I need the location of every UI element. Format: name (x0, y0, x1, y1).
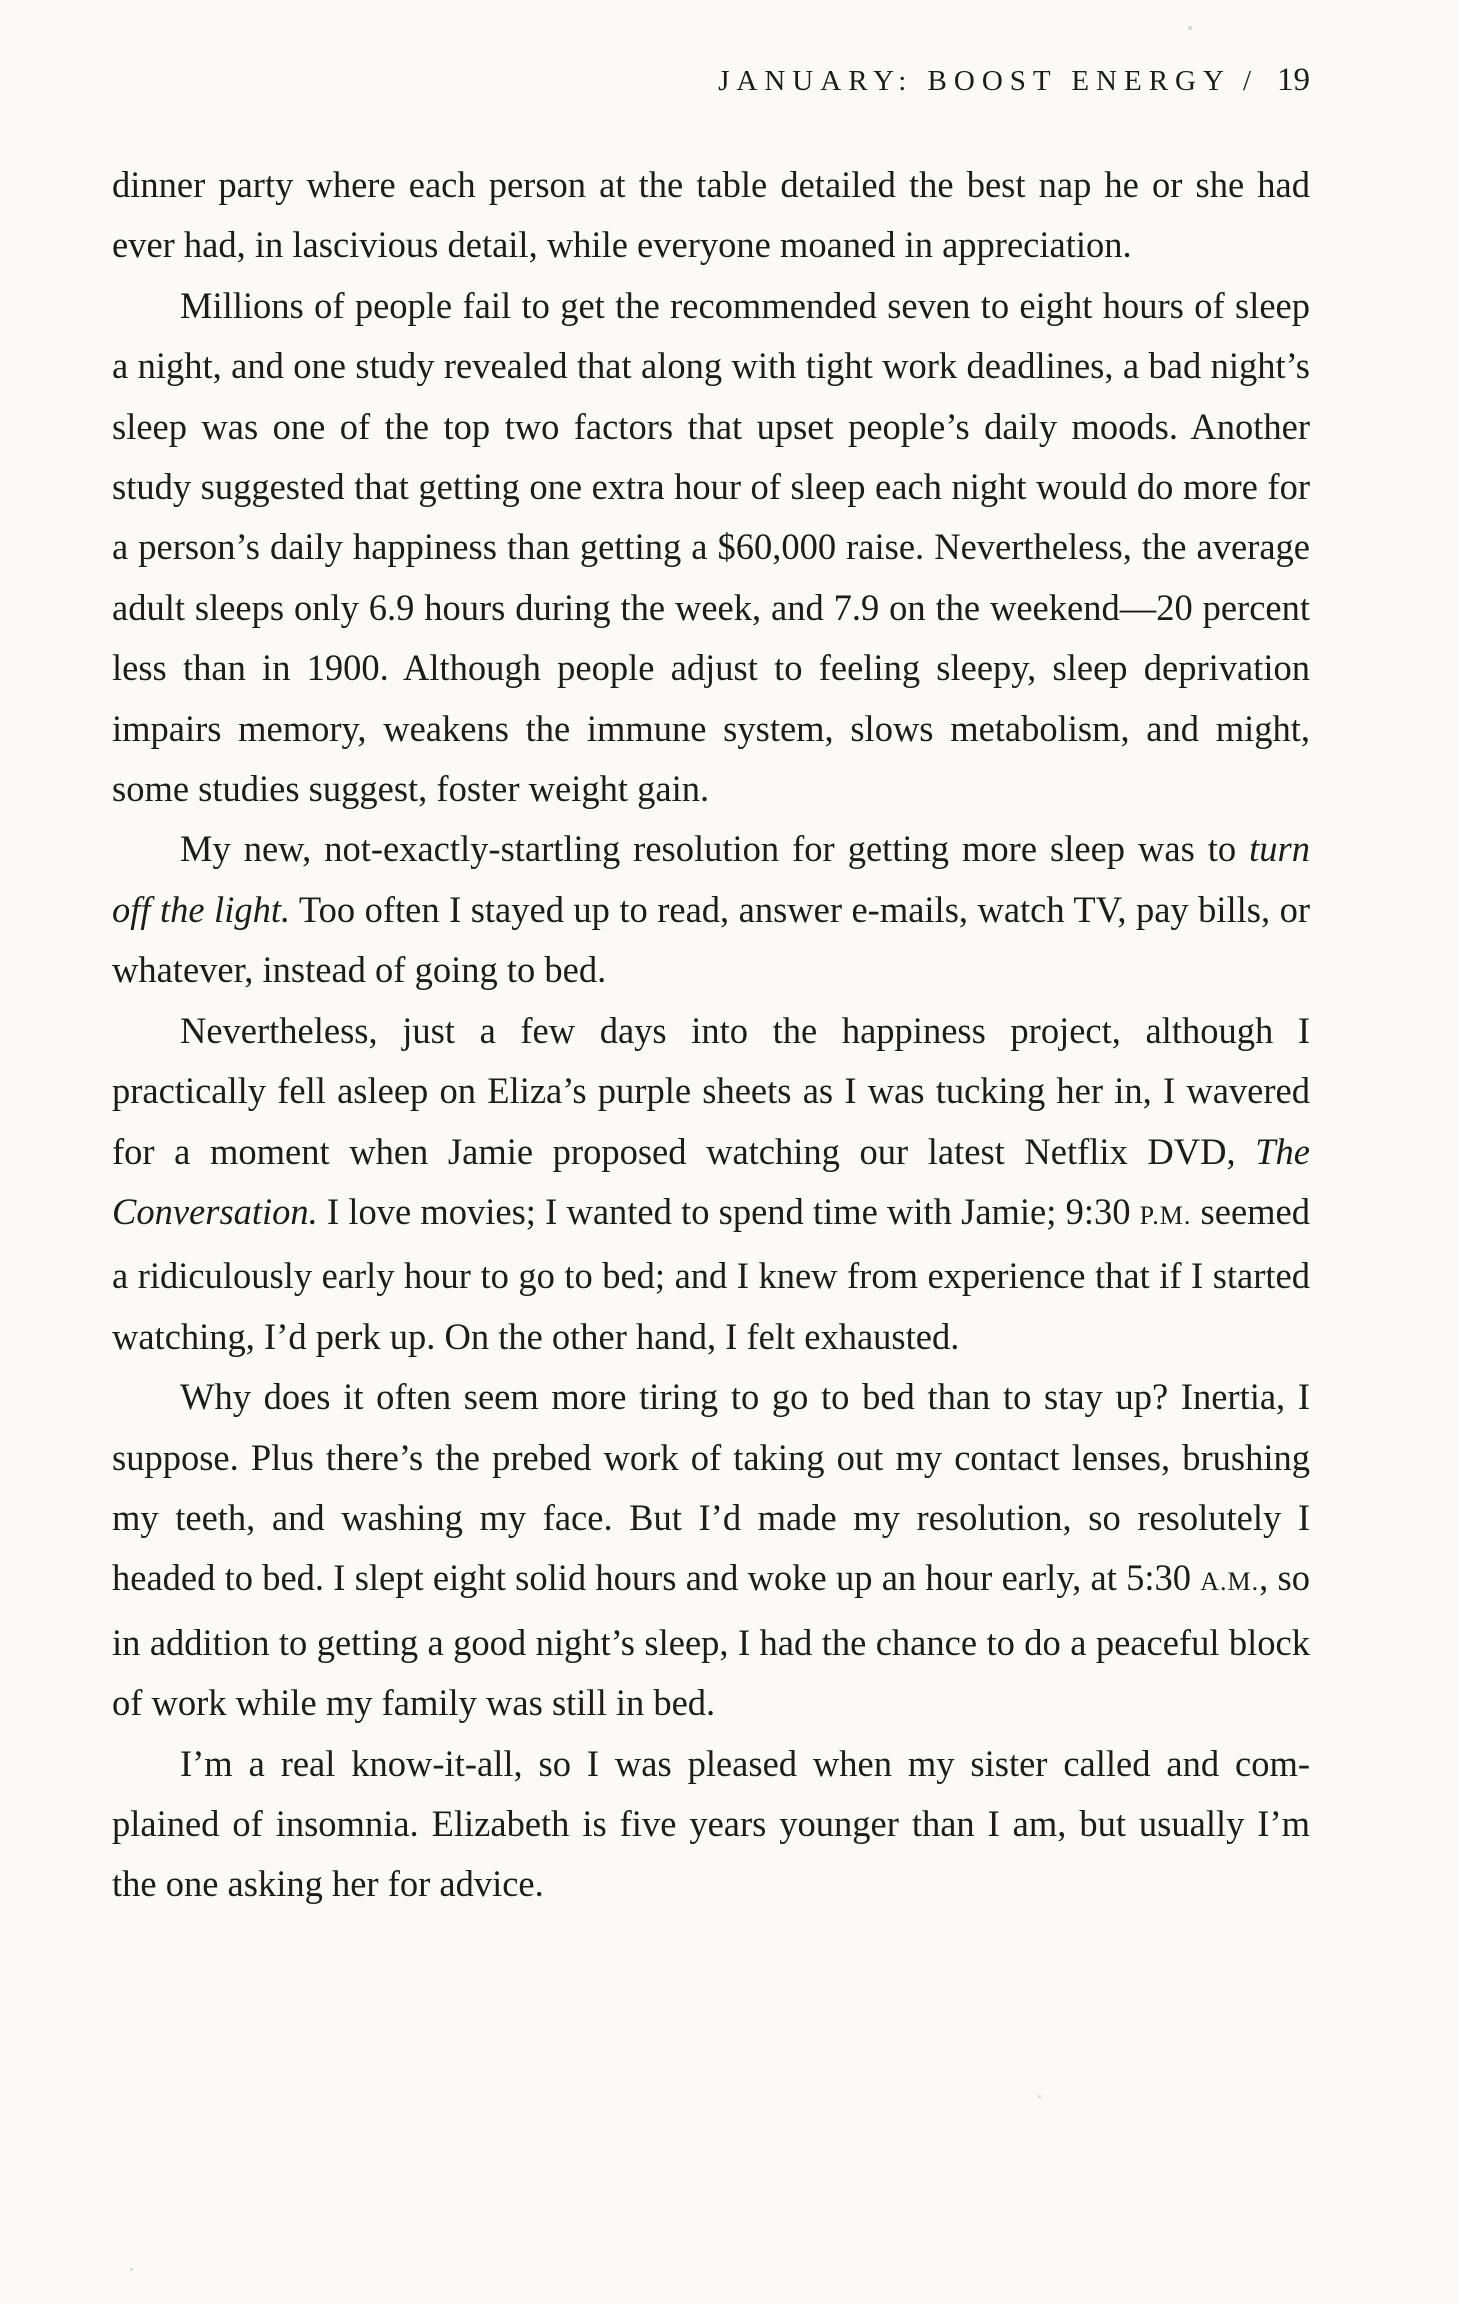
paragraph-text: I love movies; I wanted to spend time with Jamie; 9:30 (317, 1190, 1140, 1232)
paragraph (112, 819, 1310, 1000)
paragraph (112, 1367, 1310, 1733)
paragraph-text: seemed a ridiculously early hour to go to bed; and I knew from experience that if I started watching, I’d perk up. On the other hand, I felt exhausted. (112, 1190, 1310, 1357)
time-abbreviation: A.M. (1200, 1567, 1260, 1597)
paragraph (112, 155, 1310, 276)
paragraph-text: Millions of people fail to get the recommended seven to eight hours of sleep a night, and one study revealed that along with tight work deadlines, a bad night’s sleep was one of the top two factors that upset people’s daily moods. Another study suggested that getting one extra hour of sleep each night would do more for a person’s daily happiness than getting a $60,000 raise. Nevertheless, the average adult sleeps only 6.9 hours during the week, and 7.9 on the weekend—20 percent less than in 1900. Although people adjust to feeling sleepy, sleep deprivation impairs memory, weakens the immune system, slows metabolism, and might, some studies suggest, foster weight gain. (112, 284, 1310, 810)
paragraph-text: , so in addition to getting a good night’s sleep, I had the chance to do a peaceful block of work while my family was still in bed. (112, 1557, 1310, 1724)
paragraph (112, 1001, 1310, 1367)
paragraph-text: Nevertheless, just a few days into the happiness project, although I practically fell asleep on Eliza’s purple sheets as I was tucking her in, I wavered for a moment when Jamie proposed watching our latest Netflix DVD, (112, 1009, 1310, 1172)
paragraph-text: I’m a real know-it-all, so I was pleased when my sister called and complained of insomnia. Elizabeth is five years younger than I am, but usually I’m the one asking her for advice. (112, 1742, 1310, 1905)
paper-speck (1188, 26, 1192, 30)
page-number: 19 (1277, 62, 1310, 98)
paragraph-text: Too often I stayed up to read, answer e-mails, watch TV, pay bills, or whatever, instead of going to bed. (112, 888, 1311, 991)
paragraph-text: dinner party where each person at the table detailed the best nap he or she had ever had, in lascivious detail, while everyone moaned in appreciation. (112, 164, 1310, 266)
header-separator: / (1242, 65, 1251, 97)
paragraph (112, 1734, 1310, 1915)
body-text (112, 155, 1310, 1915)
chapter-title: JANUARY: BOOST ENERGY (718, 65, 1231, 97)
paper-speck (1038, 2095, 1041, 2098)
running-head (112, 60, 1310, 101)
italic-title: The Conversation. (112, 1130, 1310, 1232)
paper-speck (130, 2268, 133, 2271)
paragraph-text: My new, not-exactly-startling resolution for getting more sleep was to (180, 828, 1250, 870)
paragraph-text: Why does it often seem more tiring to go to bed than to stay up? Inertia, I suppose. Plus there’s the prebed work of taking out my contact lenses, brushing my teeth, and washing my face. But I’d made my resolution, so resolutely I headed to bed. I slept eight solid hours and woke up an hour early, at 5:30 (112, 1376, 1310, 1599)
time-abbreviation: P.M. (1139, 1200, 1192, 1230)
paragraph (112, 276, 1310, 820)
italic-title: turn off the light. (112, 828, 1310, 930)
